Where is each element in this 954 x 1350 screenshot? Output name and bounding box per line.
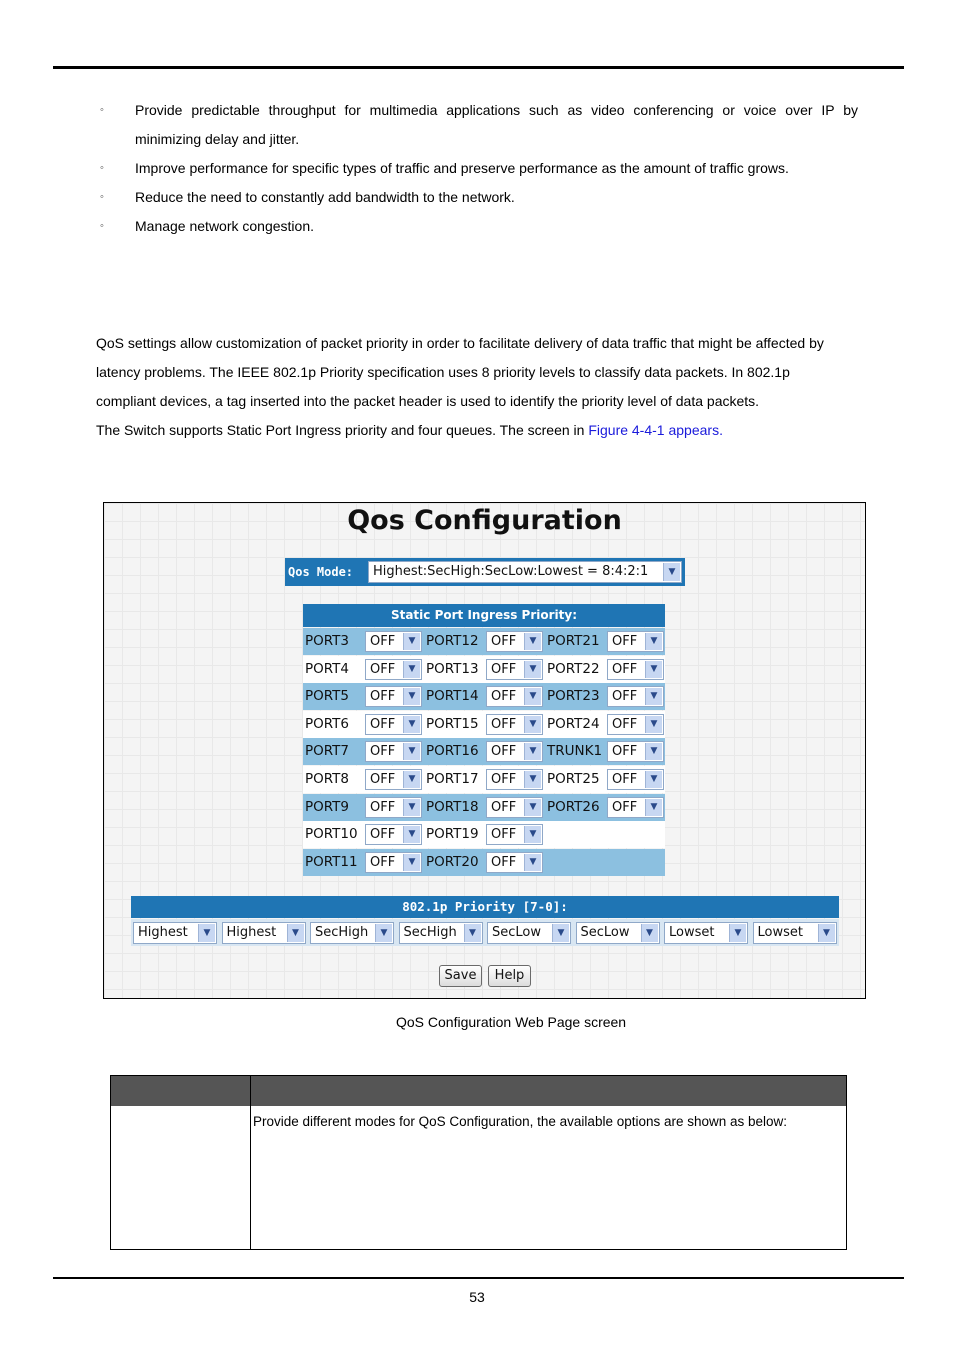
qos-mode-value: Highest:SecHigh:SecLow:Lowest = 8:4:2:1 [373,564,649,579]
chevron-down-icon: ▼ [645,633,662,650]
bullet-text: Manage network congestion. [135,218,314,234]
chevron-down-icon: ▼ [403,743,420,760]
port-priority-select[interactable] [365,659,422,680]
figure-link[interactable]: Figure 4-4-1 appears. [588,422,723,438]
port-label: PORT21 [547,633,600,649]
paragraph-line: latency problems. The IEEE 802.1p Priority specification uses 8 priority levels to classify data packets. In 802.1p [96,364,790,380]
bullet-text: Reduce the need to constantly add bandwidth to the network. [135,189,515,205]
empty-cell [546,821,604,848]
table-row [303,683,665,710]
port-label: PORT26 [547,798,600,815]
chevron-down-icon: ▼ [524,826,541,843]
chevron-down-icon: ▼ [198,924,215,942]
table-header-cell [111,1076,250,1106]
port-label: PORT14 [426,688,479,705]
bullet-item [96,96,858,154]
port-label: PORT11 [305,853,358,870]
chevron-down-icon: ▼ [645,716,662,733]
help-button[interactable]: Help [488,965,531,987]
chevron-down-icon: ▼ [524,854,541,871]
chevron-down-icon: ▼ [403,771,420,788]
port-label: PORT20 [426,853,479,870]
port-label: PORT18 [426,798,479,815]
paragraph-line: compliant devices, a tag inserted into the packet header is used to identify the priority level of data packets. [96,393,760,409]
priority-value: SecLow [580,925,630,940]
chevron-down-icon: ▼ [552,924,569,942]
port-label: PORT19 [426,826,479,843]
port-priority-value: OFF [612,716,638,732]
port-priority-value: OFF [612,772,638,787]
priority-row [131,919,839,946]
parameter-table [110,1075,847,1250]
chevron-down-icon: ▼ [641,924,658,942]
chevron-down-icon: ▼ [645,661,662,678]
port-label: PORT25 [547,771,600,787]
qos-title: Qos Configuration [347,505,622,536]
port-priority-value: OFF [370,661,396,677]
priority-select[interactable] [399,922,483,944]
port-priority-select[interactable] [365,686,422,707]
empty-cell [606,821,664,848]
priority-value: Lowset [757,925,803,940]
port-priority-select[interactable] [607,797,664,818]
bullet-text: Provide predictable throughput for multimedia applications such as video conferencing or voice over IP by minimizing delay and jitter. [135,102,858,147]
chevron-down-icon: ▼ [287,924,304,942]
table-header-cell [251,1076,846,1106]
priority-value: Lowset [669,925,715,940]
port-priority-select[interactable] [486,797,543,818]
bullet-item [96,183,858,212]
chevron-down-icon: ▼ [729,924,746,942]
port-priority-select[interactable] [486,686,543,707]
port-priority-value: OFF [370,689,396,705]
port-priority-select[interactable] [365,769,422,790]
chevron-down-icon: ▼ [403,826,420,843]
chevron-down-icon: ▼ [524,799,541,816]
chevron-down-icon: ▼ [524,633,541,650]
port-label: TRUNK1 [547,743,603,760]
paragraph-line [96,416,876,445]
priority-value: SecHigh [403,925,457,940]
static-priority-table [303,628,665,877]
paragraph-text: The Switch supports Static Port Ingress priority and four queues. The screen in [96,422,589,438]
qos-screenshot [103,502,866,999]
table-row [303,656,665,683]
port-label: PORT12 [426,633,479,649]
port-label: PORT13 [426,660,479,677]
chevron-down-icon: ▼ [645,743,662,760]
chevron-down-icon: ▼ [818,924,835,942]
port-priority-value: OFF [370,827,396,843]
priority-value: Highest [226,925,277,940]
port-priority-select[interactable] [365,824,422,845]
port-priority-select[interactable] [486,769,543,790]
port-label: PORT9 [305,798,350,815]
chevron-down-icon: ▼ [524,743,541,760]
table-row [303,849,665,876]
bottom-rule [53,1277,904,1279]
bullet-icon: ◦ [100,104,104,116]
page-number: 53 [469,1289,485,1305]
port-priority-select[interactable] [486,714,543,735]
port-priority-value: OFF [491,827,517,843]
bullet-icon: ◦ [100,191,104,203]
port-priority-select[interactable] [607,686,664,707]
port-priority-select[interactable] [486,659,543,680]
port-label: PORT15 [426,715,479,732]
qos-mode-select[interactable] [368,561,682,583]
bullet-text: Improve performance for specific types of traffic and preserve performance as the amount of traffic grows. [135,160,789,176]
chevron-down-icon: ▼ [524,771,541,788]
table-row [303,766,665,793]
port-priority-value: OFF [612,689,638,705]
table-row [303,794,665,821]
port-priority-value: OFF [612,634,638,649]
port-priority-value: OFF [491,689,517,705]
port-priority-value: OFF [370,634,396,649]
port-priority-value: OFF [612,799,638,815]
chevron-down-icon: ▼ [375,924,392,942]
paragraph-line: QoS settings allow customization of packet priority in order to facilitate delivery of data traffic that might be affected by [96,335,824,351]
port-priority-value: OFF [370,799,396,815]
chevron-down-icon: ▼ [524,661,541,678]
port-priority-value: OFF [491,799,517,815]
table-row [303,738,665,765]
qos-mode-row [285,558,685,586]
port-priority-select[interactable] [365,852,422,873]
port-priority-select[interactable] [486,741,543,762]
chevron-down-icon: ▼ [645,771,662,788]
port-label: PORT6 [305,715,350,732]
priority-value: SecLow [492,925,541,940]
priority-select[interactable] [133,922,217,944]
table-row [303,711,665,738]
save-button[interactable]: Save [439,965,482,987]
port-label: PORT5 [305,688,350,705]
table-row [303,628,665,655]
port-priority-value: OFF [491,744,517,760]
chevron-down-icon: ▼ [403,633,420,650]
port-label: PORT4 [305,660,350,677]
bullet-icon: ◦ [100,220,104,232]
port-priority-value: OFF [491,634,517,649]
port-priority-value: OFF [491,772,517,787]
port-label: PORT3 [305,633,350,649]
port-label: PORT7 [305,743,350,760]
port-label: PORT24 [547,715,600,732]
chevron-down-icon: ▼ [645,688,662,705]
port-priority-select[interactable] [365,741,422,762]
port-priority-select[interactable] [486,852,543,873]
priority-header: 802.1p Priority [7-0]: [131,896,839,918]
port-priority-select[interactable] [607,741,664,762]
port-priority-value: OFF [370,716,396,732]
port-priority-value: OFF [612,744,638,760]
chevron-down-icon: ▼ [524,688,541,705]
priority-value: SecHigh [315,925,369,940]
bullet-list [96,96,858,241]
port-priority-select[interactable] [486,824,543,845]
port-priority-value: OFF [491,716,517,732]
port-priority-value: OFF [491,661,517,677]
port-priority-value: OFF [370,744,396,760]
priority-select[interactable] [487,922,571,944]
intro-paragraph [96,329,876,445]
table-row [303,821,665,848]
top-rule [53,66,904,69]
chevron-down-icon: ▼ [403,854,420,871]
port-priority-value: OFF [370,772,396,787]
chevron-down-icon: ▼ [663,563,680,581]
port-priority-select[interactable] [365,631,422,652]
port-priority-select[interactable] [486,631,543,652]
qos-mode-label: Qos Mode: [288,565,354,579]
bullet-item [96,154,858,183]
port-label: PORT8 [305,771,350,787]
port-label: PORT10 [305,826,358,843]
port-priority-select[interactable] [607,631,664,652]
port-priority-value: OFF [370,854,396,870]
port-label: PORT22 [547,660,600,677]
priority-select[interactable] [576,922,660,944]
figure-caption: QoS Configuration Web Page screen [396,1014,627,1030]
port-label: PORT17 [426,771,479,787]
chevron-down-icon: ▼ [403,661,420,678]
table-divider [250,1076,251,1249]
static-priority-header: Static Port Ingress Priority: [303,604,665,627]
chevron-down-icon: ▼ [403,716,420,733]
chevron-down-icon: ▼ [403,799,420,816]
port-priority-select[interactable] [365,714,422,735]
chevron-down-icon: ▼ [524,716,541,733]
port-priority-select[interactable] [607,659,664,680]
port-priority-select[interactable] [607,769,664,790]
priority-select[interactable] [664,922,748,944]
port-priority-value: OFF [612,661,638,677]
port-label: PORT23 [547,688,600,705]
port-label: PORT16 [426,743,479,760]
priority-select[interactable] [310,922,394,944]
chevron-down-icon: ▼ [645,799,662,816]
chevron-down-icon: ▼ [403,688,420,705]
priority-value: Highest [138,925,188,940]
port-priority-select[interactable] [365,797,422,818]
chevron-down-icon: ▼ [464,924,481,942]
priority-select[interactable] [222,922,306,944]
priority-select[interactable] [753,922,837,944]
table-description: Provide different modes for QoS Configuration, the available options are shown as below: [253,1114,788,1129]
bullet-icon: ◦ [100,162,104,174]
port-priority-select[interactable] [607,714,664,735]
port-priority-value: OFF [491,854,517,870]
bullet-item [96,212,858,241]
